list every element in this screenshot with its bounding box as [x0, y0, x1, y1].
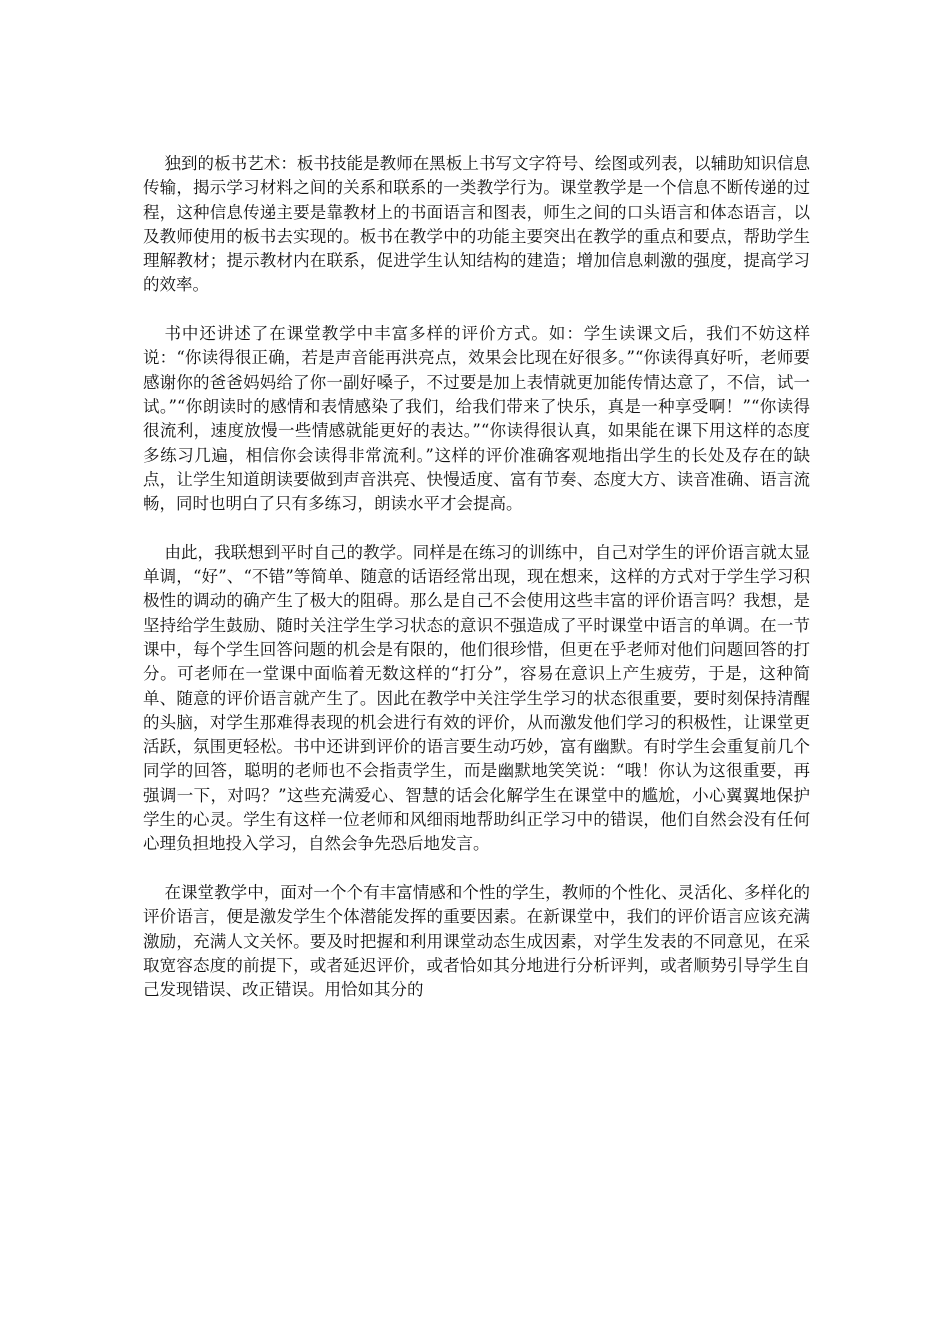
paragraph-classroom-evaluation: 在课堂教学中，面对一个个有丰富情感和个性的学生，教师的个性化、灵活化、多样化的评价语言，便是激发学生个体潜能发挥的重要因素。在新课堂中，我们的评价语言应该充满激励，充满人文关怀。要及时把握和利用课堂动态生成因素，对学生发表的不同意见，在采取宽容态度的前提下，或者延迟评价，或者恰如其分地进行分析评判，或者顺势引导学生自己发现错误、改正错误。用恰如其分的: [143, 882, 810, 1000]
paragraph-board-writing: 独到的板书艺术：板书技能是教师在黑板上书写文字符号、绘图或列表，以辅助知识信息传输，揭示学习材料之间的关系和联系的一类教学行为。课堂教学是一个信息不断传递的过程，这种信息传递主要是靠教材上的书面语言和图表，师生之间的口头语言和体态语言，以及教师使用的板书去实现的。板书在教学中的功能主要突出在教学的重点和要点，帮助学生理解教材；提示教材内在联系，促进学生认知结构的建造；增加信息刺激的强度，提高学习的效率。: [143, 154, 810, 295]
document-body: [143, 152, 810, 1027]
paragraph-own-teaching: 由此，我联想到平时自己的教学。同样是在练习的训练中，自己对学生的评价语言就太显单调，“好”、“不错”等简单、随意的话语经常出现，现在想来，这样的方式对于学生学习积极性的调动的确产生了极大的阻碍。那么是自己不会使用这些丰富的评价语言吗？我想，是坚持给学生鼓励、随时关注学生学习状态的意识不强造成了平时课堂中语言的单调。在一节课中，每个学生回答问题的机会是有限的，他们很珍惜，但更在乎老师对他们问题回答的打分。可老师在一堂课中面临着无数这样的“打分”，容易在意识上产生疲劳，于是，这种简单、随意的评价语言就产生了。因此在教学中关注学生学习的状态很重要，要时刻保持清醒的头脑，对学生那难得表现的机会进行有效的评价，从而激发他们学习的积极性，让课堂更活跃，氛围更轻松。书中还讲到评价的语言要生动巧妙，富有幽默。有时学生会重复前几个同学的回答，聪明的老师也不会指责学生，而是幽默地笑笑说：“哦！你认为这很重要，再强调一下，对吗？”这些充满爱心、智慧的话会化解学生在课堂中的尴尬，小心翼翼地保护学生的心灵。学生有这样一位老师和风细雨地帮助纠正学习中的错误，他们自然会没有任何心理负担地投入学习，自然会争先恐后地发言。: [143, 542, 810, 854]
paragraph-evaluation-methods: 书中还讲述了在课堂教学中丰富多样的评价方式。如：学生读课文后，我们不妨这样说：“你读得很正确，若是声音能再洪亮点，效果会比现在好很多。”“你读得真好听，老师要感谢你的爸爸妈妈给了你一副好嗓子，不过要是加上表情就更加能传情达意了，不信，试一试。”“你朗读时的感情和表情感染了我们，给我们带来了快乐，真是一种享受啊！”“你读得很流利，速度放慢一些情感就能更好的表达。”“你读得很认真，如果能在课下用这样的态度多练习几遍，相信你会读得非常流利。”这样的评价准确客观地指出学生的长处及存在的缺点，让学生知道朗读要做到声音洪亮、快慢适度、富有节奏、态度大方、读音准确、语言流畅，同时也明白了只有多练习，朗读水平才会提高。: [143, 324, 810, 514]
